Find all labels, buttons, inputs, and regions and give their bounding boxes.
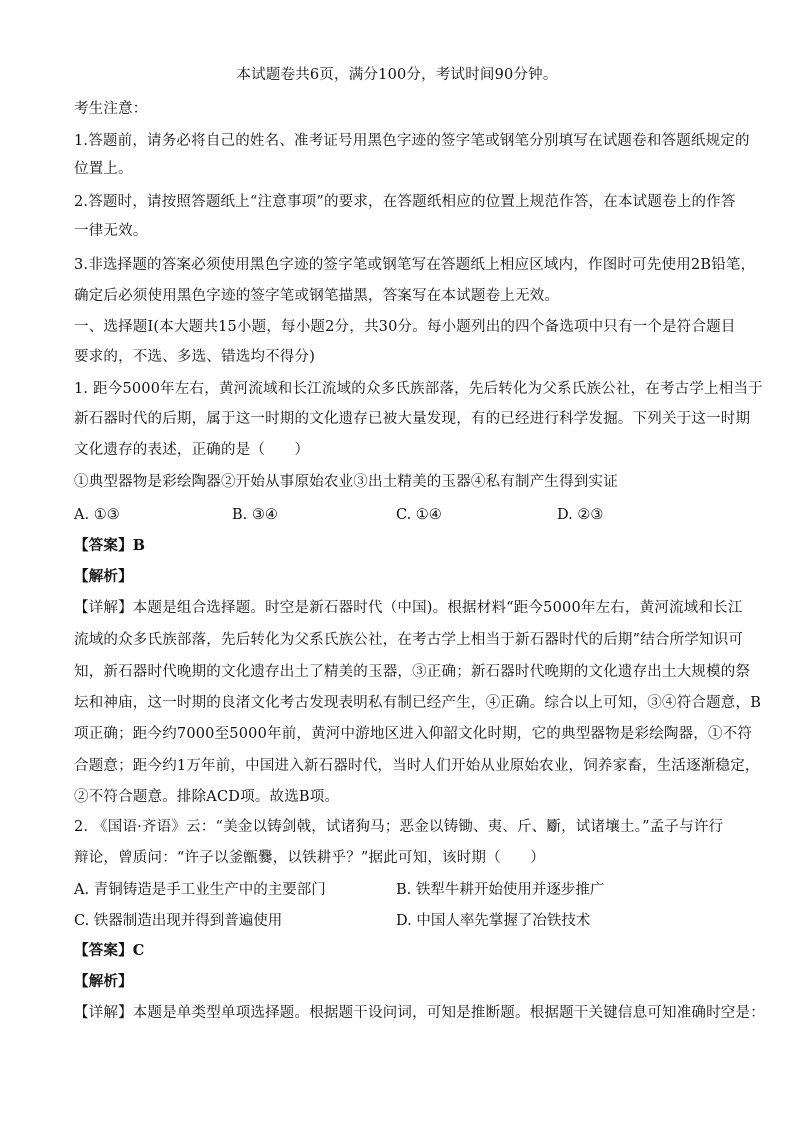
q1-stem: 1. 距今5000年左右，黄河流域和长江流域的众多氏族部落，先后转化为父系氏族公社，在考古学上相当于 — [74, 381, 763, 397]
q1-detail-line: 合题意；距今约1万年前，中国进入新石器时代，当时人们开始从业原始农业，饲养家畜，生活逐渐稳定， — [74, 758, 760, 774]
q2-detail-line: 【详解】本题是单类型单项选择题。根据题干设问词，可知是推断题。根据题干关键信息可知准确时空是： — [74, 1005, 765, 1021]
notice-line: 2.答题时，请按照答题纸上“注意事项”的要求，在答题纸相应的位置上规范作答，在本试题卷上的作答 — [74, 194, 736, 210]
q1-detail-line: 坛和神庙，这一时期的良渚文化考古发现表明私有制已经产生，④正确。综合以上可知，③④符合题意，B — [74, 695, 762, 711]
q2-option-d: D. 中国人率先掌握了冶铁技术 — [396, 913, 591, 929]
q1-option-c: C. ①④ — [396, 507, 442, 523]
q1-option-d: D. ②③ — [557, 507, 604, 523]
q2-option-b: B. 铁犁牛耕开始使用并逐步推广 — [396, 882, 605, 898]
q1-detail-line: 【详解】本题是组合选择题。时空是新石器时代（中国)。根据材料“距今5000年左右，黄河流域和长江 — [74, 600, 743, 616]
notice-title: 考生注意： — [74, 101, 148, 117]
q1-option-b: B. ③④ — [232, 507, 278, 523]
q2-stem: 2. 《国语·齐语》云：“美金以铸剑戟，试诸狗马；恶金以铸锄、夷、斤、斸，试诸壤土。”孟子与许行 — [74, 819, 724, 835]
q1-option-a: A. ①③ — [74, 507, 120, 523]
notice-line: 一律无效。 — [74, 223, 148, 239]
notice-line: 位置上。 — [74, 161, 133, 177]
q2-option-c: C. 铁器制造出现并得到普遍使用 — [74, 913, 283, 929]
notice-line: 3.非选择题的答案必须使用黑色字迹的签字笔或钢笔写在答题纸上相应区域内，作图时可先使用2B铅笔， — [74, 257, 756, 273]
q2-answer: 【答案】C — [74, 942, 145, 959]
q2-analysis-label: 【解析】 — [74, 973, 133, 990]
q1-detail-line: 项正确；距今约7000至5000年前，黄河中游地区进入仰韶文化时期，它的典型器物是彩绘陶器，①不符 — [74, 726, 753, 742]
q1-analysis-label: 【解析】 — [74, 568, 133, 585]
notice-line: 确定后必须使用黑色字迹的签字笔或钢笔描黑，答案写在本试题卷上无效。 — [74, 288, 560, 304]
notice-line: 1.答题前，请务必将自己的姓名、准考证号用黑色字迹的签字笔或钢笔分别填写在试题卷和答题纸规定的 — [74, 133, 750, 149]
q1-detail-line: ②不符合题意。排除ACD项。故选B项。 — [74, 789, 340, 805]
q2-stem: 辩论，曾质问：“许子以釜甑爨，以铁耕乎？”据此可知，该时期（ ） — [74, 850, 545, 866]
q2-option-a: A. 青铜铸造是手工业生产中的主要部门 — [74, 882, 326, 898]
section-heading: 要求的，不选、多选、错选均不得分) — [74, 349, 316, 365]
q1-stem: 文化遗存的表述，正确的是（ ） — [74, 442, 310, 458]
q1-detail-line: 知，新石器时代晚期的文化遗存出土了精美的玉器，③正确；新石器时代晚期的文化遗存出土大规模的祭 — [74, 664, 751, 680]
q1-statements: ①典型器物是彩绘陶器②开始从事原始农业③出土精美的玉器④私有制产生得到实证 — [74, 474, 618, 490]
exam-header: 本试题卷共6页，满分100分，考试时间90分钟。 — [236, 67, 558, 83]
q1-detail-line: 流域的众多氏族部落，先后转化为父系氏族公社，在考古学上相当于新石器时代的后期”结合所学知识可 — [74, 632, 744, 648]
q1-answer: 【答案】B — [74, 537, 146, 554]
section-heading: 一、选择题Ⅰ(本大题共15小题，每小题2分，共30分。每小题列出的四个备选项中只有一个是符合题目 — [74, 319, 736, 335]
q1-stem: 新石器时代的后期，属于这一时期的文化遗存已被大量发现，有的已经进行科学发掘。下列关于这一时期 — [74, 411, 751, 427]
